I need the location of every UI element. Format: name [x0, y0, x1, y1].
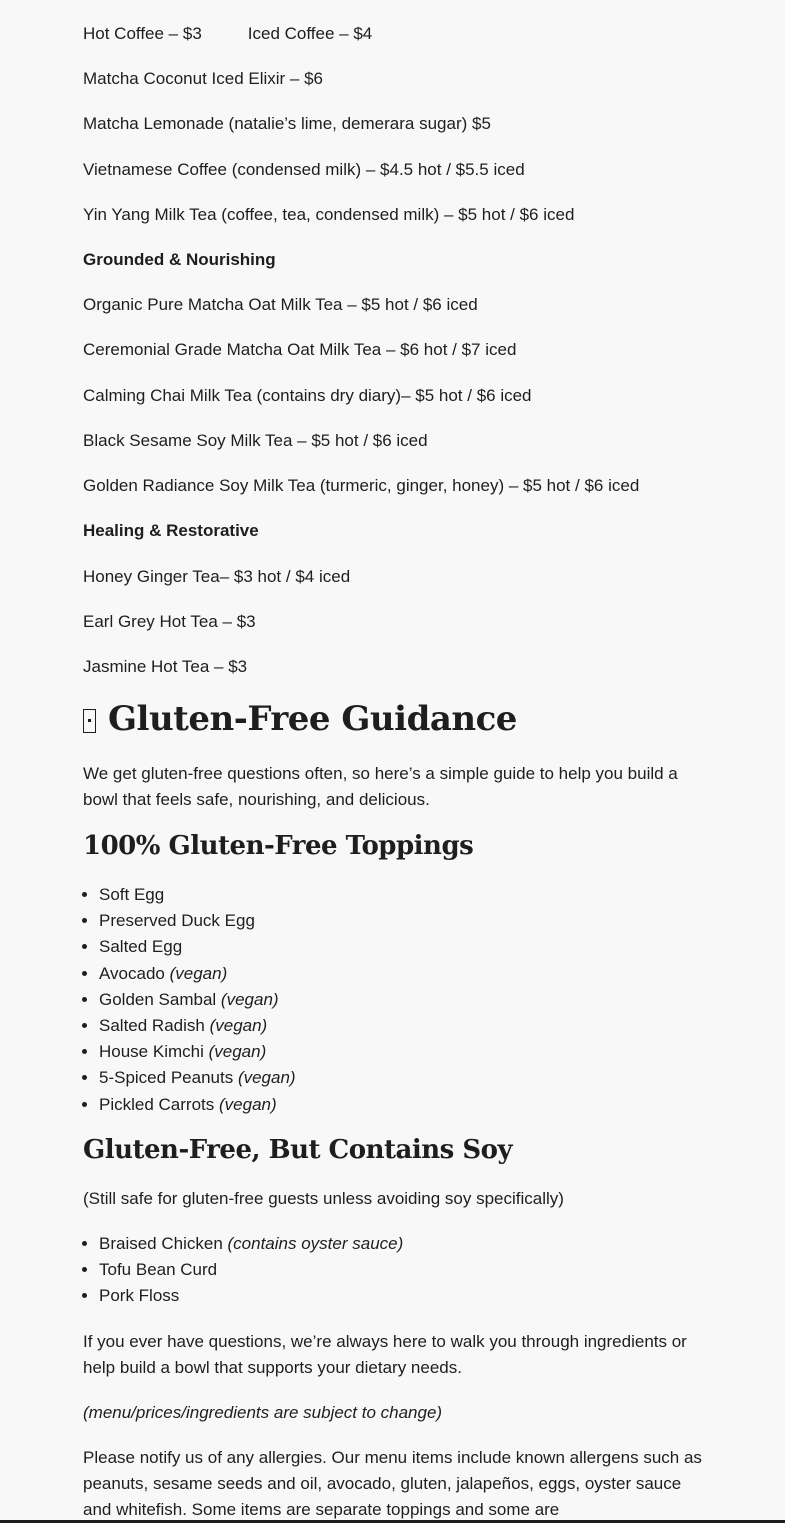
gluten-free-title: [83, 699, 517, 739]
topping-name: Soft Egg: [99, 885, 165, 904]
soy-item-name: Tofu Bean Curd: [99, 1260, 218, 1280]
list-item: [99, 1039, 296, 1065]
list-item: [99, 1013, 296, 1039]
list-item: [99, 961, 296, 987]
topping-name: Golden Sambal: [99, 989, 217, 1009]
gluten-free-title-text: Gluten-Free Guidance: [108, 699, 517, 739]
topping-note: (vegan): [219, 1094, 277, 1114]
grounded-item: Black Sesame Soy Milk Tea – $5 hot / $6 iced: [83, 431, 428, 450]
grounded-heading: Grounded & Nourishing: [83, 250, 276, 269]
grounded-item: Organic Pure Matcha Oat Milk Tea – $5 hot / $6 iced: [83, 295, 478, 314]
topping-name: 5-Spiced Peanuts: [99, 1068, 234, 1088]
list-item: [99, 1257, 403, 1283]
soy-heading: Gluten-Free, But Contains Soy: [83, 1135, 513, 1165]
topping-name: Pickled Carrots: [99, 1094, 215, 1114]
healing-heading: Healing & Restorative: [83, 521, 259, 540]
healing-item: Jasmine Hot Tea – $3: [83, 657, 248, 676]
topping-name: Avocado: [99, 963, 165, 983]
matcha-lemonade-item: Matcha Lemonade (natalie’s lime, demerara sugar) $5: [83, 114, 491, 133]
list-item: [99, 1231, 403, 1257]
yin-yang-item: Yin Yang Milk Tea (coffee, tea, condensed milk) – $5 hot / $6 iced: [83, 205, 575, 224]
topping-note: (vegan): [208, 1042, 267, 1062]
healing-item: Earl Grey Hot Tea – $3: [83, 612, 256, 631]
healing-item: Honey Ginger Tea– $3 hot / $4 iced: [83, 567, 351, 586]
hot-coffee-item: Hot Coffee – $3: [83, 24, 202, 43]
iced-coffee-item: Iced Coffee – $4: [247, 24, 373, 43]
soy-note: (Still safe for gluten-free guests unless avoiding soy specifically): [83, 1189, 564, 1208]
topping-name: Salted Egg: [99, 937, 183, 957]
topping-note: (vegan): [220, 989, 279, 1009]
soy-item-note: (contains oyster sauce): [227, 1234, 404, 1253]
topping-name: Preserved Duck Egg: [99, 911, 255, 931]
list-item: [99, 1065, 296, 1091]
list-item: [99, 1283, 403, 1309]
soy-list: [83, 1231, 403, 1310]
topping-note: (vegan): [209, 1016, 268, 1036]
grounded-item: Ceremonial Grade Matcha Oat Milk Tea – $6 hot / $7 iced: [83, 340, 517, 359]
vietnamese-coffee-item: Vietnamese Coffee (condensed milk) – $4.5 hot / $5.5 iced: [83, 160, 525, 179]
toppings-list: [83, 882, 296, 1118]
topping-note: (vegan): [169, 963, 228, 983]
matcha-coconut-item: Matcha Coconut Iced Elixir – $6: [83, 69, 324, 88]
topping-note: (vegan): [237, 1068, 296, 1088]
grounded-item: Calming Chai Milk Tea (contains dry diary)– $5 hot / $6 iced: [83, 386, 532, 405]
toppings-heading: 100% Gluten-Free Toppings: [83, 831, 474, 861]
list-item: [99, 882, 296, 908]
gluten-free-intro: We get gluten-free questions often, so here’s a simple guide to help you build a bowl that feels safe, nourishing, and delicious.: [83, 764, 678, 809]
list-item: [99, 987, 296, 1013]
list-item: [99, 1092, 296, 1118]
soy-item-name: Braised Chicken: [99, 1234, 223, 1253]
list-item: [99, 934, 296, 960]
grounded-item: Golden Radiance Soy Milk Tea (turmeric, ginger, honey) – $5 hot / $6 iced: [83, 476, 640, 495]
topping-name: Salted Radish: [99, 1016, 205, 1036]
soy-item-name: Pork Floss: [99, 1286, 180, 1306]
topping-name: House Kimchi: [99, 1042, 204, 1062]
list-item: [99, 908, 296, 934]
coffee-line: [83, 21, 372, 47]
questions-paragraph: If you ever have questions, we’re always here to walk you through ingredients or help build a bowl that supports your dietary needs.: [83, 1332, 687, 1377]
disclaimer: (menu/prices/ingredients are subject to change): [83, 1403, 443, 1422]
allergy-paragraph: Please notify us of any allergies. Our menu items include known allergens such as peanuts, sesame seeds and oil, avocado, gluten, jalapeños, eggs, oyster sauce and whitefish. Some items are separate toppings and some are: [83, 1448, 702, 1519]
missing-glyph-icon: [83, 709, 96, 733]
